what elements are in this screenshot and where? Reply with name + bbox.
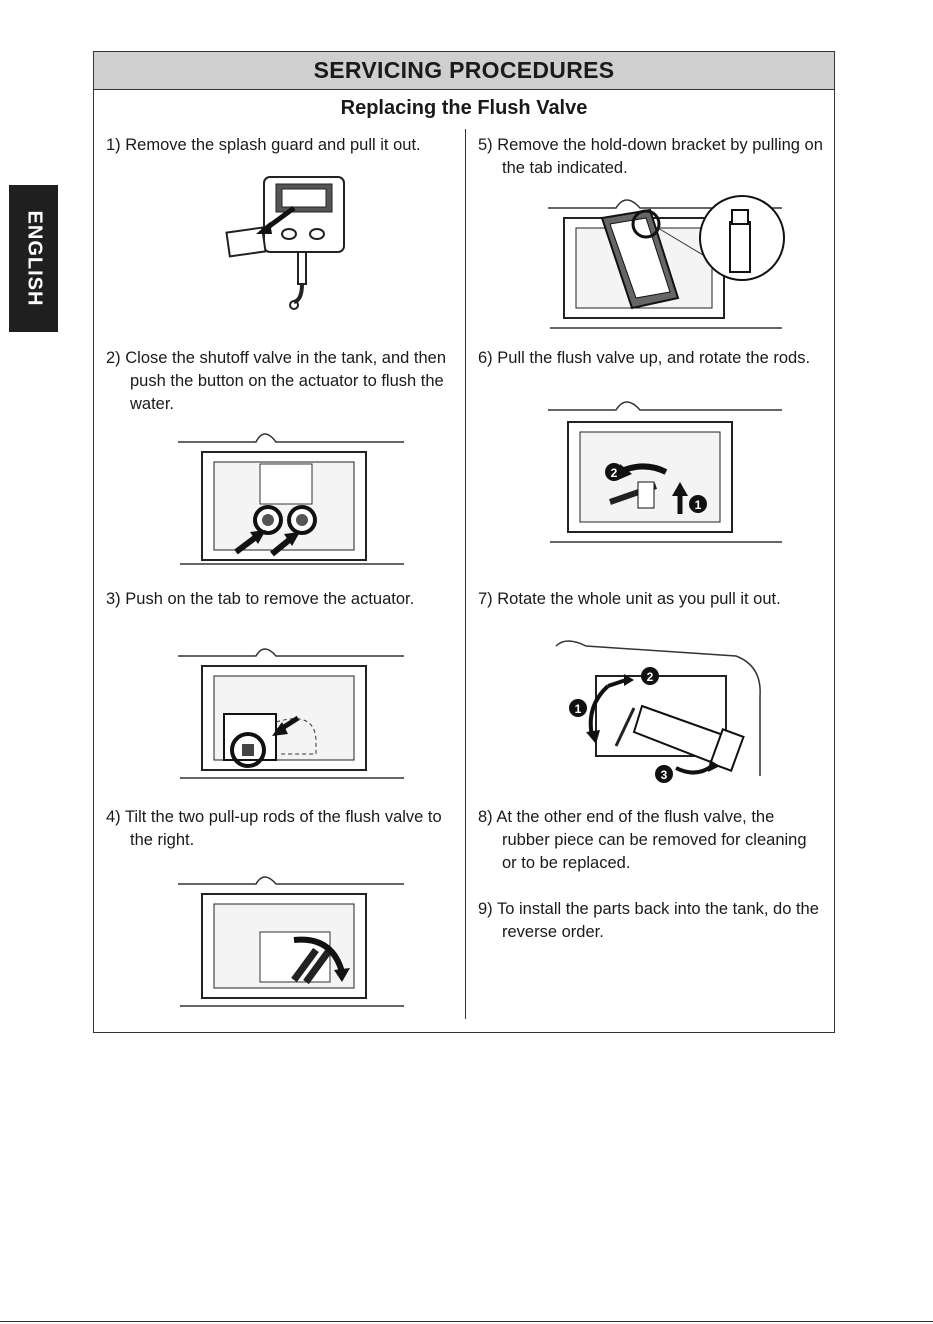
step-text: Push on the tab to remove the actuator. <box>125 590 415 608</box>
procedure-frame <box>93 51 835 1033</box>
step-number: 6) <box>478 349 493 367</box>
column-divider <box>465 129 466 1019</box>
page-bottom-rule <box>0 1321 933 1322</box>
step-text: Close the shutoff valve in the tank, and then push the button on the actuator to flush the water. <box>125 349 447 413</box>
marker-2: 2 <box>646 670 654 684</box>
marker-1: 1 <box>694 498 702 512</box>
marker-3: 3 <box>660 768 668 782</box>
marker-2: 2 <box>610 466 618 480</box>
step-number: 2) <box>106 349 121 367</box>
language-tab-label: ENGLISH <box>23 210 45 307</box>
step-6 <box>478 347 823 370</box>
step-5 <box>478 134 823 180</box>
step-text: Tilt the two pull-up rods of the flush valve to the right. <box>124 808 442 849</box>
splash-guard-illustration <box>224 172 354 312</box>
step-number: 4) <box>106 808 121 826</box>
step-2 <box>106 347 451 416</box>
step-number: 9) <box>478 900 493 918</box>
pull-up-rods-illustration <box>176 870 406 1010</box>
page-title: SERVICING PROCEDURES <box>94 52 834 90</box>
actuator-tab-illustration <box>176 642 406 782</box>
flush-valve-rotate-illustration <box>546 392 786 547</box>
step-text: At the other end of the flush valve, the rubber piece can be removed for cleaning or to be replaced. <box>496 808 807 872</box>
step-text: To install the parts back into the tank, do the reverse order. <box>496 900 819 941</box>
step-text: Rotate the whole unit as you pull it out. <box>497 590 781 608</box>
step-number: 5) <box>478 136 493 154</box>
step-1 <box>106 134 451 157</box>
language-tab <box>9 185 58 332</box>
marker-1: 1 <box>574 702 582 716</box>
step-text: Pull the flush valve up, and rotate the rods. <box>497 349 811 367</box>
step-7 <box>478 588 823 611</box>
step-3 <box>106 588 451 611</box>
hold-down-bracket-illustration <box>546 188 786 333</box>
step-text: Remove the hold-down bracket by pulling on the tab indicated. <box>497 136 823 177</box>
actuator-button-illustration <box>176 424 406 569</box>
step-number: 1) <box>106 136 121 154</box>
step-8 <box>478 806 823 875</box>
step-number: 3) <box>106 590 121 608</box>
step-text: Remove the splash guard and pull it out. <box>125 136 421 154</box>
section-subtitle: Replacing the Flush Valve <box>340 97 588 119</box>
rotate-unit-illustration <box>546 636 786 786</box>
step-9 <box>478 898 823 944</box>
step-number: 7) <box>478 590 493 608</box>
step-4 <box>106 806 451 852</box>
step-number: 8) <box>478 808 493 826</box>
